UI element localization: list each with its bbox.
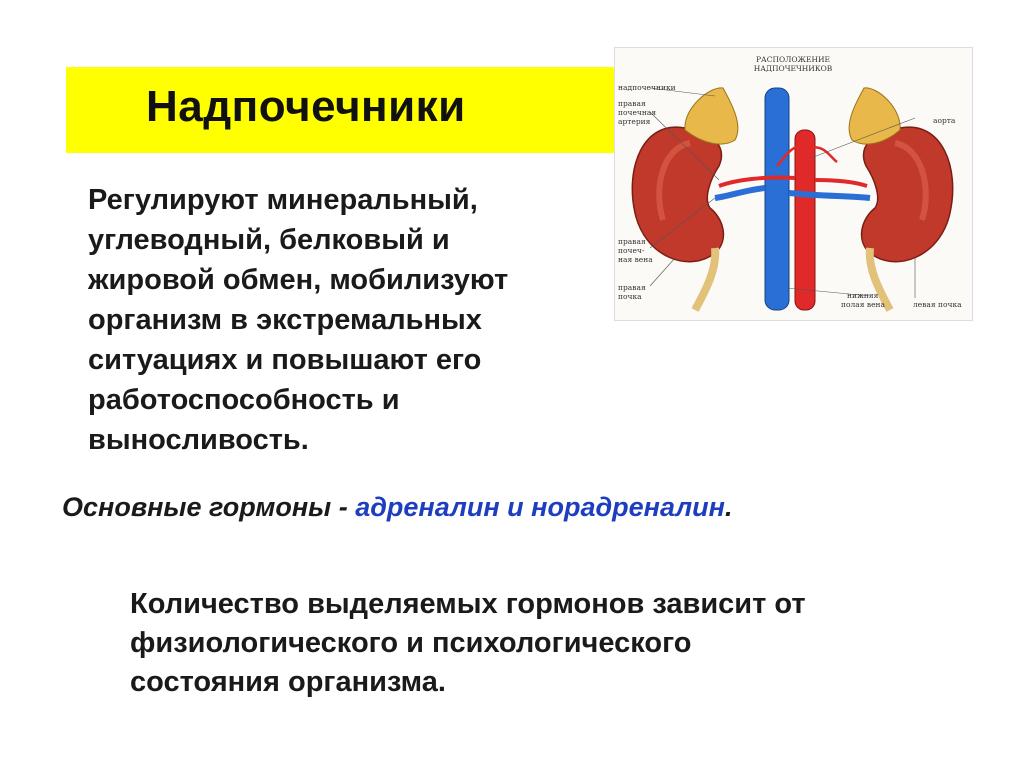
label-renal-artery-3: артерия [618,117,651,126]
slide-title: Надпочечники [146,82,466,131]
hormones-names: адреналин и норадреналин [355,492,725,522]
label-left-kidney: левая почка [913,300,962,309]
label-renal-vein-2: почеч- [618,246,645,255]
anatomy-diagram [615,48,972,320]
vena-cava-shape [765,88,789,310]
label-ivc-2: полая вена [841,300,885,309]
label-renal-artery-1: правая [618,99,646,108]
illus-heading-2: НАДПОЧЕЧНИКОВ [753,64,833,73]
label-right-kidney-1: правая [618,283,646,292]
function-description: Регулируют минеральный, углеводный, белковый и жировой обмен, мобилизуют организм в экстремальных ситуациях и повышают его работоспособность и выносливость. [88,184,509,456]
adrenal-anatomy-illustration [614,47,973,321]
hormone-dependency-text: Количество выделяемых гормонов зависит от физиологического и психологического состояния организма. [130,588,806,698]
hormones-suffix: . [724,492,733,522]
label-renal-artery-2: почечная [618,108,657,117]
left-adrenal-shape [849,88,900,144]
label-aorta: аорта [933,116,956,125]
main-hormones-line [62,492,732,523]
illus-heading-1: РАСПОЛОЖЕНИЕ [755,55,831,64]
label-adrenals: надпочечники [618,83,676,92]
label-renal-vein-1: правая [618,237,646,246]
label-renal-vein-3: ная вена [618,255,653,264]
label-right-kidney-2: почка [618,292,642,301]
right-adrenal-shape [685,88,738,144]
aorta-shape [795,130,815,310]
hormones-prefix: Основные гормоны - [62,492,356,522]
label-ivc-1: нижняя [847,291,879,300]
